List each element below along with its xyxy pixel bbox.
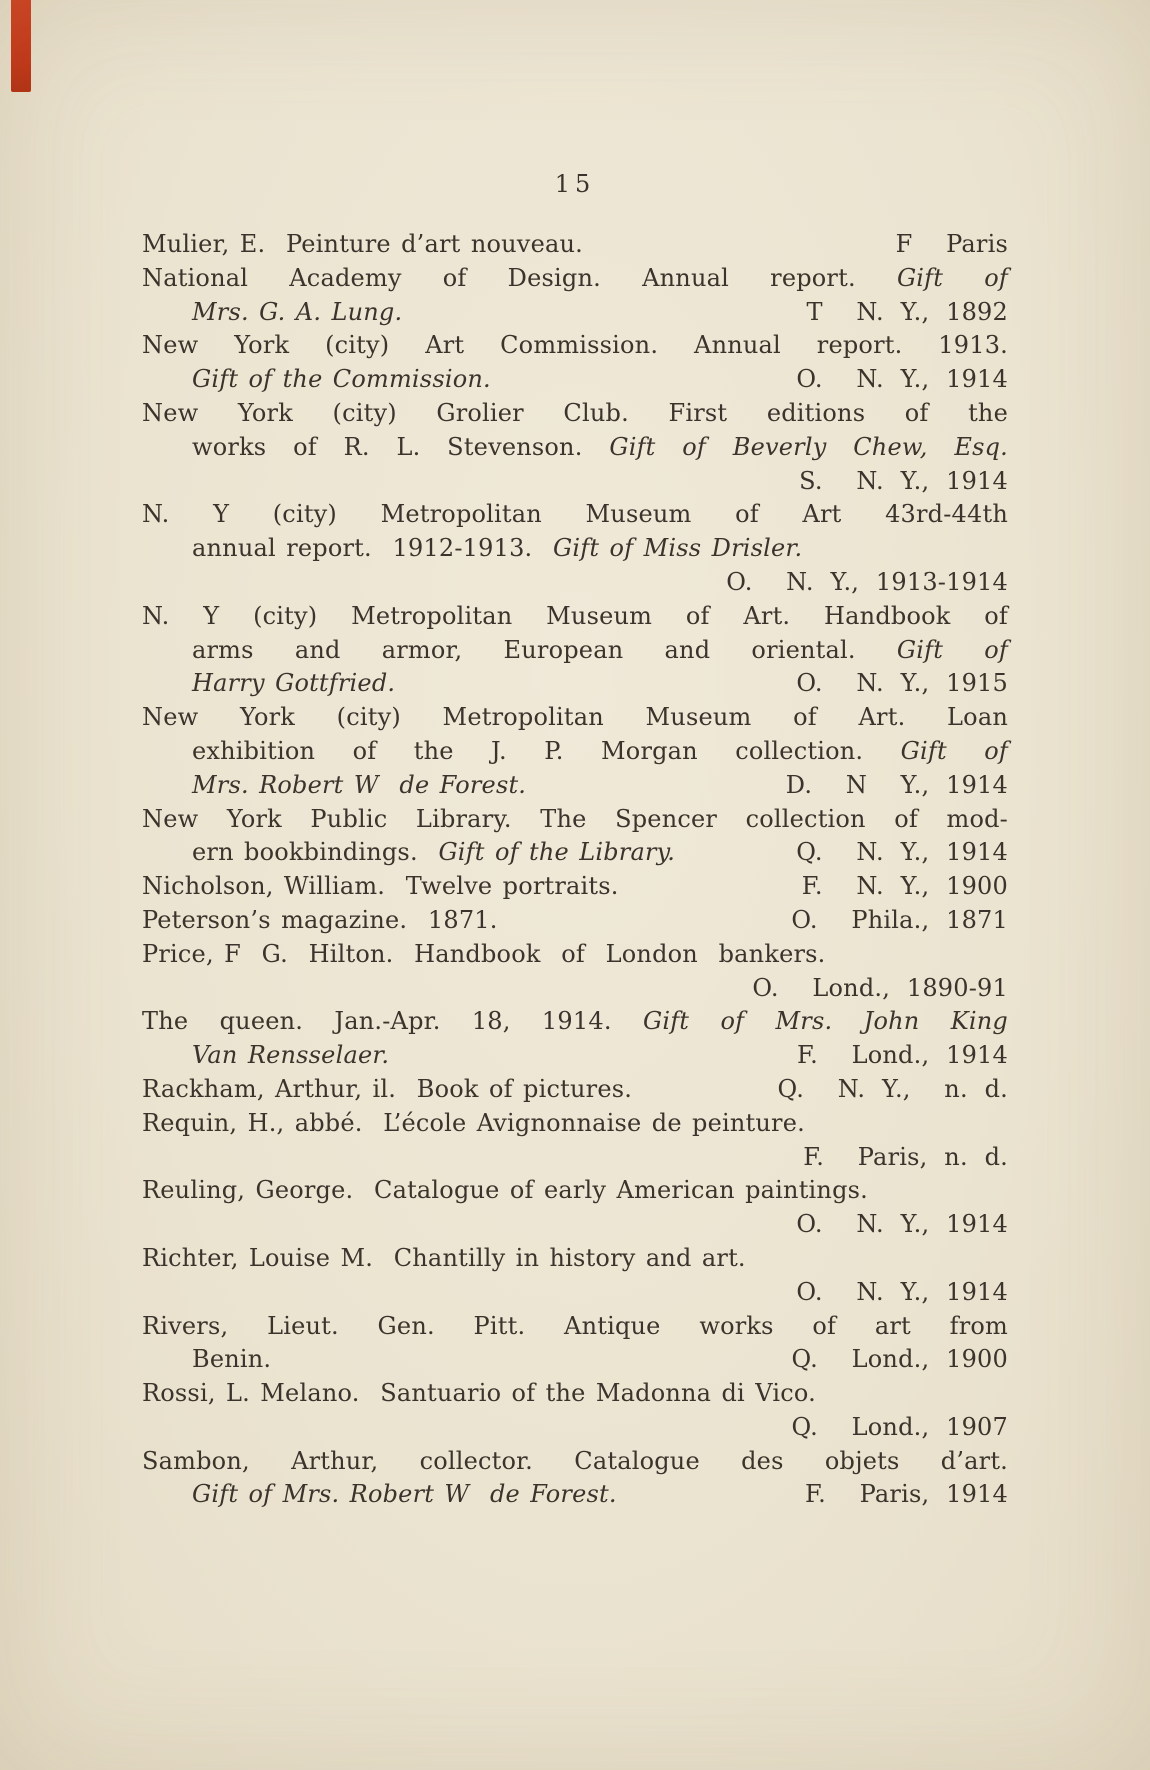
entry-text-roman: New York (city) Grolier Club. First editions of the: [142, 398, 1008, 427]
scan-artifact-red-strip: [11, 0, 31, 92]
entry-text: [192, 636, 1008, 664]
catalog-line: [142, 1310, 1008, 1344]
entry-text-italic: Mrs. Robert W de Forest.: [192, 770, 527, 799]
entry-text: [192, 769, 526, 803]
entry-text-roman: Rossi, L. Melano. Santuario of the Madonna di Vico.: [142, 1379, 816, 1408]
entry-text-roman: National Academy of Design. Annual report.: [142, 263, 897, 292]
catalog-line: [142, 397, 1008, 431]
entry-text: [142, 940, 826, 968]
entry-text: [142, 904, 498, 938]
entry-text: [192, 836, 675, 870]
catalog-line: [142, 363, 1008, 397]
catalog-line: [142, 532, 1008, 566]
entry-text-italic: Gift of Miss Drisler.: [553, 534, 803, 563]
catalog-line: [142, 735, 1008, 769]
page-number: 15: [554, 170, 596, 198]
entry-text-roman: Requin, H., abbé. L’école Avignonnaise de peinture.: [142, 1108, 805, 1137]
entry-text: [142, 399, 1008, 427]
entry-text-italic: Gift of Mrs. John King: [642, 1007, 1008, 1036]
catalog-line: [142, 1242, 1008, 1276]
catalog-line: [142, 1343, 1008, 1377]
catalog-line: [142, 566, 1008, 600]
catalog-line: [142, 938, 1008, 972]
location-code: O. N. Y., 1913-1914: [726, 567, 1008, 596]
entry-text-italic: Gift of: [900, 736, 1008, 765]
catalog-text-block: [142, 228, 1008, 1512]
catalog-line: [142, 1276, 1008, 1310]
entry-text-roman: Rackham, Arthur, il. Book of pictures.: [142, 1074, 633, 1103]
catalog-line: [142, 1005, 1008, 1039]
catalog-line: [142, 1073, 1008, 1107]
entry-text-roman: Mulier, E. Peinture d’art nouveau.: [142, 230, 583, 258]
entry-text-roman: Peterson’s magazine. 1871.: [142, 905, 498, 934]
entry-text-roman: New York Public Library. The Spencer collection of mod-: [142, 804, 1008, 833]
entry-text-roman: works of R. L. Stevenson.: [192, 432, 610, 461]
entry-text-roman: Nicholson, William. Twelve portraits.: [142, 872, 619, 901]
entry-text: [142, 264, 1008, 292]
catalog-line: [142, 972, 1008, 1006]
entry-text: [142, 1109, 805, 1137]
entry-text-roman: New York (city) Metropolitan Museum of Art. Loan: [142, 703, 1008, 732]
entry-text: [192, 667, 395, 701]
catalog-line: [142, 769, 1008, 803]
location-code: O. N. Y., 1914: [796, 1277, 1008, 1306]
entry-text: [142, 703, 1008, 731]
entry-text-italic: Gift of: [896, 635, 1008, 664]
catalog-line: [142, 667, 1008, 701]
entry-text: [142, 602, 1008, 630]
entry-text: [142, 1312, 1008, 1340]
location-code: F Paris: [895, 230, 1008, 258]
catalog-line: [142, 228, 1008, 262]
catalog-line: [142, 870, 1008, 904]
catalog-line: [142, 803, 1008, 837]
catalog-line: [142, 431, 1008, 465]
catalog-line: [142, 1141, 1008, 1175]
entry-text-italic: Mrs. G. A. Lung.: [192, 297, 403, 326]
entry-text-roman: Benin.: [192, 1345, 272, 1374]
entry-text: [142, 500, 1008, 528]
entry-text-roman: N. Y (city) Metropolitan Museum of Art 43rd-44th: [142, 500, 1008, 529]
entry-text-roman: N. Y (city) Metropolitan Museum of Art. Handbook of: [142, 601, 1008, 630]
entry-text-italic: Gift of: [896, 263, 1008, 292]
location-code: O. N. Y., 1915: [796, 669, 1008, 698]
entry-text-roman: annual report. 1912-1913.: [192, 534, 554, 563]
catalog-line: [142, 465, 1008, 499]
entry-text-roman: Reuling, George. Catalogue of early American paintings.: [142, 1176, 868, 1205]
entry-text: [192, 296, 402, 330]
entry-text: [142, 870, 619, 904]
entry-text-italic: Van Rensselaer.: [192, 1041, 390, 1070]
location-code: T N. Y., 1892: [806, 297, 1008, 326]
entry-text: [192, 433, 1008, 461]
location-code: Q. N. Y., n. d.: [777, 1074, 1008, 1103]
catalog-line: [142, 262, 1008, 296]
catalog-line: [142, 836, 1008, 870]
entry-text-roman: New York (city) Art Commission. Annual report. 1913.: [142, 331, 1008, 360]
catalog-line: [142, 1208, 1008, 1242]
location-code: O. Phila., 1871: [791, 905, 1008, 934]
entry-text: [142, 805, 1008, 833]
entry-text-roman: The queen. Jan.-Apr. 18, 1914.: [142, 1007, 643, 1036]
entry-text: [142, 1176, 868, 1204]
location-code: O. N. Y., 1914: [796, 1210, 1008, 1239]
location-code: O. Lond., 1890-91: [752, 973, 1008, 1002]
location-code: F. Paris, n. d.: [803, 1142, 1008, 1171]
entry-text-roman: Rivers, Lieut. Gen. Pitt. Antique works of art from: [142, 1311, 1008, 1340]
entry-text-roman: Richter, Louise M. Chantilly in history and art.: [142, 1243, 746, 1272]
entry-text-italic: Harry Gottfried.: [192, 669, 396, 698]
entry-text-italic: Gift of Mrs. Robert W de Forest.: [192, 1480, 617, 1509]
entry-text: [142, 1007, 1008, 1035]
entry-text: [192, 737, 1008, 765]
location-code: F. Lond., 1914: [797, 1041, 1008, 1070]
entry-text-roman: ern bookbindings.: [192, 838, 439, 867]
location-code: D. N Y., 1914: [785, 770, 1008, 799]
location-code: O. N. Y., 1914: [796, 365, 1008, 394]
entry-text: [192, 1343, 271, 1377]
catalog-line: [142, 904, 1008, 938]
entry-text: [142, 331, 1008, 359]
entry-text: [192, 1478, 617, 1512]
entry-text: [142, 1379, 816, 1407]
entry-text: [192, 1039, 389, 1073]
entry-text: [192, 363, 491, 397]
location-code: Q. Lond., 1900: [791, 1345, 1008, 1374]
catalog-line: [142, 498, 1008, 532]
catalog-line: [142, 1039, 1008, 1073]
location-code: Q. N. Y., 1914: [796, 838, 1008, 867]
location-code: S. N. Y., 1914: [799, 466, 1008, 495]
catalog-line: [142, 1107, 1008, 1141]
catalog-line: [142, 1377, 1008, 1411]
entry-text: [142, 1447, 1008, 1475]
catalog-line: [142, 296, 1008, 330]
entry-text-roman: Sambon, Arthur, collector. Catalogue des objets d’art.: [142, 1446, 1008, 1475]
entry-text: [142, 1244, 746, 1272]
location-code: Q. Lond., 1907: [791, 1412, 1008, 1441]
catalog-line: [142, 1174, 1008, 1208]
catalog-line: [142, 329, 1008, 363]
entry-text: [192, 534, 802, 562]
catalog-line: [142, 1478, 1008, 1512]
catalog-line: [142, 1445, 1008, 1479]
entry-text: [142, 1073, 632, 1107]
catalog-line: [142, 1411, 1008, 1445]
catalog-line: [142, 600, 1008, 634]
catalog-line: [142, 634, 1008, 668]
location-code: F. N. Y., 1900: [801, 872, 1008, 901]
entry-text-italic: Gift of Beverly Chew, Esq.: [609, 432, 1008, 461]
entry-text-roman: arms and armor, European and oriental.: [192, 635, 897, 664]
entry-text-roman: exhibition of the J. P. Morgan collection.: [192, 736, 901, 765]
entry-text: [142, 228, 583, 262]
entry-text-italic: Gift of the Commission.: [192, 365, 491, 394]
entry-text-roman: Price, F G. Hilton. Handbook of London bankers.: [142, 939, 826, 968]
location-code: F. Paris, 1914: [805, 1480, 1008, 1509]
catalog-line: [142, 701, 1008, 735]
entry-text-italic: Gift of the Library.: [438, 838, 676, 867]
